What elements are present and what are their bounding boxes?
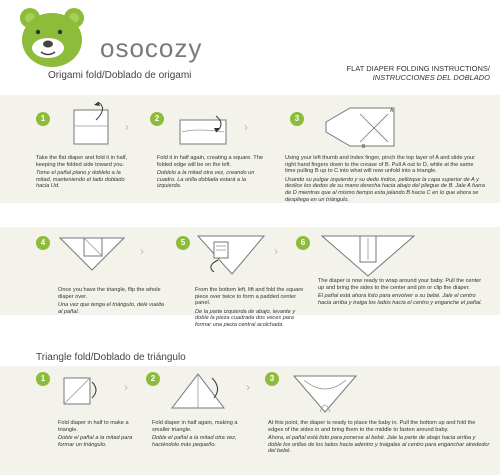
step-text-es: Doble el pañal a la mitad otra vez, haciéndolo más pequeño. — [152, 435, 237, 448]
step-number-badge: 2 — [150, 112, 164, 126]
origami-step-3-text — [285, 155, 485, 203]
step-text-es: Ahora, el pañal está listo para ponerse al bebé. Jale la parte de abajo hacia arriba y doble los orillas de los lados hacia adentro y traigalas al centro para enganchar alrededor del bebé. — [268, 435, 490, 455]
origami-step-1-text — [36, 155, 134, 190]
next-step-arrow-icon: › — [140, 244, 144, 258]
diaper-figure-icon — [290, 368, 360, 418]
triangle-step-2-text — [152, 420, 252, 448]
diaper-figure-icon — [318, 230, 418, 280]
step-text-en: The diaper is now ready to wrap around your baby. Pull the center up and bring the sides to the center and pin or clip the diaper. — [318, 278, 482, 291]
step-number-badge: 5 — [176, 236, 190, 250]
next-step-arrow-icon: › — [125, 120, 129, 134]
instructions-title-en: FLAT DIAPER FOLDING INSTRUCTIONS/ — [346, 64, 490, 73]
instructions-title — [347, 64, 491, 82]
next-step-arrow-icon: › — [244, 120, 248, 134]
origami-section-title: Origami fold/Doblado de origami — [48, 70, 192, 81]
brand-name: osocozy — [100, 33, 203, 63]
next-step-arrow-icon: › — [124, 380, 128, 394]
diaper-figure-icon — [168, 368, 228, 414]
step-text-en: From the bottom left, lift and fold the square piece over twice to form a padded center panel. — [195, 287, 304, 307]
step-number-badge: 3 — [265, 372, 279, 386]
step-text-en: Fold diaper in half again, making a smaller triangle. — [152, 420, 238, 433]
step-text-es: Doblelo a la mitad otra vez, creando un cuadro. La orilla doblada estará a la izquierda. — [157, 170, 255, 190]
brand-logo — [8, 2, 98, 72]
bear-logo-icon — [8, 2, 98, 72]
step-text-en: At this point, the diaper is ready to place the baby in. Pull the bottom up and fold the edges of the sides in and bring them to the middle to fasten around baby. — [268, 420, 476, 433]
step-text-es: De la parte izquierda de abajo, levante y doble la pieza cuadrada dos veces para formar una pieza central acolchada. — [195, 308, 296, 328]
step-text-es: Doble el pañal a la mitad para formar un triángulo. — [58, 435, 133, 448]
origami-step-4-text — [58, 287, 168, 315]
step-number-badge: 3 — [290, 112, 304, 126]
step-number-badge: 1 — [36, 112, 50, 126]
svg-text:B: B — [362, 144, 366, 150]
instructions-title-es: INSTRUCCIONES DEL DOBLADO — [372, 73, 490, 82]
svg-text:A: A — [390, 108, 394, 114]
step-text-es: Tome el pañal plano y doblelo a la mitad, manteniendo el lado doblado hacia Ud. — [36, 170, 125, 190]
diaper-figure-icon — [68, 100, 118, 148]
step-text-en: Fold it in half again, creating a square. The folded edge will be on the left. — [157, 155, 263, 168]
next-step-arrow-icon: › — [246, 380, 250, 394]
diaper-figure-icon — [196, 230, 268, 280]
step-number-badge: 4 — [36, 236, 50, 250]
step-text-en: Take the flat diaper and fold it in half, keeping the folded side toward you. — [36, 155, 128, 168]
triangle-section-title: Triangle fold/Doblado de triángulo — [36, 352, 186, 363]
diaper-figure-icon — [58, 230, 128, 275]
step-text-es: El pañal está ahora listo para envolver a su bebé. Jale el centro hacia arriba y traiga los lados hacia el centro y enganche el pañal. — [318, 293, 482, 306]
step-text-es: Usando su pulgar izquierdo y su dedo índice, pellizque la capa superior de A y deslice los dedos de su mano derecha hacia abajo del pliegue de B. Jale A fuera de D mientras que al mismo tiempo esta jalando B hacia C en lo que ahora se despliega en un triángulo. — [285, 176, 485, 203]
next-step-arrow-icon: › — [274, 244, 278, 258]
origami-step-6-text — [318, 278, 488, 306]
diaper-figure-icon — [58, 370, 104, 410]
step-number-badge: 6 — [296, 236, 310, 250]
step-text-en: Using your left thumb and index finger, pinch the top layer of A and slide your right hand fingers down to the crease of B. Pull A out to D, while at the same time pulling B up to C into what will now unfold into a triangle. — [285, 155, 475, 175]
diaper-figure-icon — [320, 100, 400, 155]
triangle-step-1-text — [58, 420, 140, 448]
step-number-badge: 2 — [146, 372, 160, 386]
step-text-es: Una vez que tenga el triángulo, dele vuelta al pañal. — [58, 302, 165, 315]
origami-step-5-text — [195, 287, 305, 329]
step-number-badge: 1 — [36, 372, 50, 386]
origami-step-2-text — [157, 155, 267, 190]
step-text-en: Once you have the triangle, flip the whole diaper over. — [58, 287, 161, 300]
triangle-step-3-text — [268, 420, 490, 455]
step-text-en: Fold diaper in half to make a triangle. — [58, 420, 129, 433]
diaper-figure-icon — [176, 110, 236, 150]
